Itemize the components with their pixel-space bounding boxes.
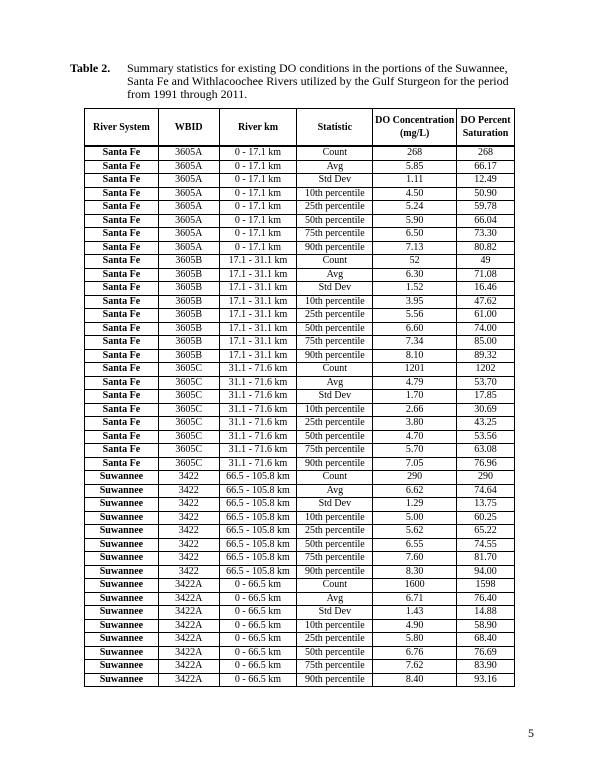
do-saturation-cell: 268	[457, 146, 515, 160]
river-km-cell: 0 - 17.1 km	[219, 187, 297, 201]
do-concentration-cell: 7.05	[373, 457, 457, 471]
statistic-cell: Avg	[297, 484, 373, 498]
do-concentration-cell: 5.00	[373, 511, 457, 525]
river-km-cell: 0 - 66.5 km	[219, 592, 297, 606]
wbid-cell: 3605B	[158, 255, 219, 269]
table-row	[85, 606, 515, 620]
river-km-cell: 0 - 17.1 km	[219, 201, 297, 215]
river-km-cell: 31.1 - 71.6 km	[219, 417, 297, 431]
river-system-cell: Suwannee	[85, 646, 159, 660]
river-km-cell: 0 - 17.1 km	[219, 160, 297, 174]
do-saturation-cell: 53.70	[457, 376, 515, 390]
table-row	[85, 390, 515, 404]
do-concentration-cell: 5.90	[373, 214, 457, 228]
do-saturation-cell: 47.62	[457, 295, 515, 309]
river-km-cell: 0 - 66.5 km	[219, 606, 297, 620]
do-concentration-cell: 6.50	[373, 228, 457, 242]
do-concentration-cell: 6.71	[373, 592, 457, 606]
wbid-cell: 3422	[158, 538, 219, 552]
statistic-cell: 25th percentile	[297, 417, 373, 431]
table-row	[85, 511, 515, 525]
river-system-cell: Suwannee	[85, 619, 159, 633]
do-concentration-cell: 2.66	[373, 403, 457, 417]
river-system-cell: Suwannee	[85, 592, 159, 606]
river-km-cell: 17.1 - 31.1 km	[219, 295, 297, 309]
do-concentration-cell: 5.56	[373, 309, 457, 323]
statistic-cell: Count	[297, 146, 373, 160]
statistic-cell: 25th percentile	[297, 201, 373, 215]
header-river-km: River km	[219, 109, 297, 147]
do-saturation-cell: 59.78	[457, 201, 515, 215]
do-saturation-cell: 61.00	[457, 309, 515, 323]
river-system-cell: Suwannee	[85, 673, 159, 687]
statistic-cell: Std Dev	[297, 174, 373, 188]
river-km-cell: 0 - 17.1 km	[219, 228, 297, 242]
statistic-cell: Avg	[297, 592, 373, 606]
table-row	[85, 309, 515, 323]
wbid-cell: 3605A	[158, 146, 219, 160]
do-concentration-cell: 268	[373, 146, 457, 160]
do-saturation-cell: 83.90	[457, 660, 515, 674]
river-system-cell: Santa Fe	[85, 390, 159, 404]
do-concentration-cell: 5.70	[373, 444, 457, 458]
wbid-cell: 3422	[158, 565, 219, 579]
river-km-cell: 66.5 - 105.8 km	[219, 471, 297, 485]
table-row	[85, 552, 515, 566]
do-concentration-cell: 7.62	[373, 660, 457, 674]
wbid-cell: 3605B	[158, 349, 219, 363]
river-system-cell: Santa Fe	[85, 255, 159, 269]
table-row	[85, 295, 515, 309]
do-saturation-cell: 1202	[457, 363, 515, 377]
table-row	[85, 444, 515, 458]
river-system-cell: Suwannee	[85, 660, 159, 674]
river-system-cell: Santa Fe	[85, 403, 159, 417]
river-system-cell: Santa Fe	[85, 417, 159, 431]
wbid-cell: 3422	[158, 511, 219, 525]
do-saturation-cell: 58.90	[457, 619, 515, 633]
table-row	[85, 363, 515, 377]
river-km-cell: 31.1 - 71.6 km	[219, 363, 297, 377]
do-concentration-cell: 5.85	[373, 160, 457, 174]
do-saturation-cell: 60.25	[457, 511, 515, 525]
table-row	[85, 417, 515, 431]
do-saturation-cell: 85.00	[457, 336, 515, 350]
table-row	[85, 255, 515, 269]
wbid-cell: 3605C	[158, 363, 219, 377]
river-system-cell: Santa Fe	[85, 241, 159, 255]
do-saturation-cell: 71.08	[457, 268, 515, 282]
wbid-cell: 3605C	[158, 390, 219, 404]
do-saturation-cell: 30.69	[457, 403, 515, 417]
river-km-cell: 17.1 - 31.1 km	[219, 268, 297, 282]
do-saturation-cell: 74.55	[457, 538, 515, 552]
do-saturation-cell: 66.04	[457, 214, 515, 228]
do-saturation-cell: 89.32	[457, 349, 515, 363]
river-km-cell: 0 - 66.5 km	[219, 673, 297, 687]
river-system-cell: Santa Fe	[85, 444, 159, 458]
river-km-cell: 17.1 - 31.1 km	[219, 255, 297, 269]
table-row	[85, 228, 515, 242]
river-km-cell: 0 - 66.5 km	[219, 579, 297, 593]
statistic-cell: Std Dev	[297, 390, 373, 404]
do-concentration-cell: 3.80	[373, 417, 457, 431]
statistic-cell: 75th percentile	[297, 444, 373, 458]
wbid-cell: 3422A	[158, 619, 219, 633]
header-do-percent-saturation: DO Percent Saturation	[457, 109, 515, 147]
do-saturation-cell: 50.90	[457, 187, 515, 201]
statistic-cell: 90th percentile	[297, 565, 373, 579]
table-row	[85, 146, 515, 160]
wbid-cell: 3422A	[158, 633, 219, 647]
river-system-cell: Santa Fe	[85, 336, 159, 350]
river-system-cell: Santa Fe	[85, 309, 159, 323]
wbid-cell: 3605C	[158, 376, 219, 390]
table-row	[85, 457, 515, 471]
wbid-cell: 3605B	[158, 309, 219, 323]
river-system-cell: Suwannee	[85, 538, 159, 552]
river-system-cell: Suwannee	[85, 606, 159, 620]
do-saturation-cell: 74.00	[457, 322, 515, 336]
statistic-cell: 75th percentile	[297, 552, 373, 566]
river-km-cell: 66.5 - 105.8 km	[219, 484, 297, 498]
river-system-cell: Santa Fe	[85, 430, 159, 444]
do-saturation-cell: 17.85	[457, 390, 515, 404]
statistic-cell: 75th percentile	[297, 228, 373, 242]
table-row	[85, 160, 515, 174]
wbid-cell: 3605A	[158, 241, 219, 255]
statistic-cell: 50th percentile	[297, 646, 373, 660]
wbid-cell: 3605B	[158, 268, 219, 282]
do-saturation-cell: 43.25	[457, 417, 515, 431]
river-km-cell: 31.1 - 71.6 km	[219, 457, 297, 471]
do-saturation-cell: 13.75	[457, 498, 515, 512]
table-row	[85, 282, 515, 296]
wbid-cell: 3422A	[158, 592, 219, 606]
table-header	[85, 109, 515, 147]
do-concentration-cell: 1.11	[373, 174, 457, 188]
statistic-cell: 90th percentile	[297, 673, 373, 687]
river-km-cell: 31.1 - 71.6 km	[219, 444, 297, 458]
wbid-cell: 3605C	[158, 417, 219, 431]
statistic-cell: Count	[297, 255, 373, 269]
table-row	[85, 619, 515, 633]
table-row	[85, 498, 515, 512]
river-km-cell: 17.1 - 31.1 km	[219, 309, 297, 323]
wbid-cell: 3605C	[158, 430, 219, 444]
do-concentration-cell: 1600	[373, 579, 457, 593]
do-concentration-cell: 6.30	[373, 268, 457, 282]
wbid-cell: 3422	[158, 484, 219, 498]
do-concentration-cell: 8.30	[373, 565, 457, 579]
statistic-cell: 50th percentile	[297, 214, 373, 228]
do-concentration-cell: 1201	[373, 363, 457, 377]
wbid-cell: 3422A	[158, 660, 219, 674]
table-row	[85, 646, 515, 660]
statistic-cell: 10th percentile	[297, 295, 373, 309]
do-saturation-cell: 68.40	[457, 633, 515, 647]
do-saturation-cell: 53.56	[457, 430, 515, 444]
wbid-cell: 3605C	[158, 457, 219, 471]
wbid-cell: 3605C	[158, 444, 219, 458]
river-km-cell: 66.5 - 105.8 km	[219, 565, 297, 579]
statistic-cell: 75th percentile	[297, 336, 373, 350]
wbid-cell: 3422	[158, 525, 219, 539]
river-km-cell: 31.1 - 71.6 km	[219, 376, 297, 390]
statistic-cell: 25th percentile	[297, 525, 373, 539]
river-km-cell: 17.1 - 31.1 km	[219, 322, 297, 336]
river-km-cell: 17.1 - 31.1 km	[219, 349, 297, 363]
river-km-cell: 31.1 - 71.6 km	[219, 403, 297, 417]
river-system-cell: Suwannee	[85, 484, 159, 498]
statistic-cell: Std Dev	[297, 606, 373, 620]
table-caption-text: Summary statistics for existing DO conditions in the portions of the Suwannee, Santa Fe and Withlacoochee Rivers utilized by the Gulf Sturgeon for the period from 1991 through 2011.	[127, 61, 509, 101]
table-row	[85, 565, 515, 579]
statistic-cell: Avg	[297, 376, 373, 390]
river-system-cell: Suwannee	[85, 565, 159, 579]
table-row	[85, 430, 515, 444]
river-km-cell: 0 - 17.1 km	[219, 214, 297, 228]
do-saturation-cell: 76.96	[457, 457, 515, 471]
do-concentration-cell: 1.29	[373, 498, 457, 512]
do-concentration-cell: 8.40	[373, 673, 457, 687]
wbid-cell: 3605A	[158, 201, 219, 215]
river-system-cell: Santa Fe	[85, 228, 159, 242]
river-system-cell: Santa Fe	[85, 282, 159, 296]
river-system-cell: Santa Fe	[85, 295, 159, 309]
river-km-cell: 66.5 - 105.8 km	[219, 498, 297, 512]
do-concentration-cell: 6.55	[373, 538, 457, 552]
river-system-cell: Santa Fe	[85, 268, 159, 282]
do-concentration-cell: 6.62	[373, 484, 457, 498]
do-concentration-cell: 6.76	[373, 646, 457, 660]
wbid-cell: 3422	[158, 552, 219, 566]
wbid-cell: 3422A	[158, 579, 219, 593]
table-row	[85, 336, 515, 350]
do-saturation-cell: 16.46	[457, 282, 515, 296]
do-concentration-cell: 7.34	[373, 336, 457, 350]
do-concentration-cell: 4.90	[373, 619, 457, 633]
do-saturation-cell: 65.22	[457, 525, 515, 539]
statistic-cell: 90th percentile	[297, 349, 373, 363]
river-system-cell: Santa Fe	[85, 376, 159, 390]
statistic-cell: 50th percentile	[297, 538, 373, 552]
wbid-cell: 3605C	[158, 403, 219, 417]
river-km-cell: 31.1 - 71.6 km	[219, 430, 297, 444]
statistic-cell: 90th percentile	[297, 457, 373, 471]
river-km-cell: 17.1 - 31.1 km	[219, 336, 297, 350]
table-row	[85, 322, 515, 336]
table-row	[85, 673, 515, 687]
statistic-cell: 50th percentile	[297, 430, 373, 444]
do-saturation-cell: 93.16	[457, 673, 515, 687]
do-concentration-cell: 5.24	[373, 201, 457, 215]
river-system-cell: Santa Fe	[85, 349, 159, 363]
do-saturation-cell: 80.82	[457, 241, 515, 255]
river-system-cell: Santa Fe	[85, 214, 159, 228]
do-concentration-cell: 5.62	[373, 525, 457, 539]
river-system-cell: Santa Fe	[85, 363, 159, 377]
table-row	[85, 187, 515, 201]
wbid-cell: 3422	[158, 471, 219, 485]
table-row	[85, 471, 515, 485]
river-km-cell: 0 - 66.5 km	[219, 633, 297, 647]
table-row	[85, 538, 515, 552]
do-concentration-cell: 5.80	[373, 633, 457, 647]
table-row	[85, 633, 515, 647]
river-system-cell: Santa Fe	[85, 322, 159, 336]
river-km-cell: 66.5 - 105.8 km	[219, 525, 297, 539]
statistic-cell: 50th percentile	[297, 322, 373, 336]
river-km-cell: 0 - 17.1 km	[219, 146, 297, 160]
do-concentration-cell: 52	[373, 255, 457, 269]
wbid-cell: 3605B	[158, 322, 219, 336]
river-km-cell: 0 - 17.1 km	[219, 241, 297, 255]
do-saturation-cell: 63.08	[457, 444, 515, 458]
do-concentration-cell: 4.50	[373, 187, 457, 201]
wbid-cell: 3605A	[158, 214, 219, 228]
table-row	[85, 174, 515, 188]
wbid-cell: 3605A	[158, 228, 219, 242]
table-row	[85, 592, 515, 606]
page-number: 5	[528, 726, 534, 740]
statistic-cell: 10th percentile	[297, 511, 373, 525]
table-row	[85, 376, 515, 390]
do-concentration-cell: 4.79	[373, 376, 457, 390]
river-km-cell: 17.1 - 31.1 km	[219, 282, 297, 296]
statistic-cell: Std Dev	[297, 498, 373, 512]
do-saturation-cell: 76.40	[457, 592, 515, 606]
do-saturation-cell: 76.69	[457, 646, 515, 660]
river-system-cell: Santa Fe	[85, 457, 159, 471]
summary-statistics-table	[84, 108, 515, 687]
statistic-cell: Count	[297, 471, 373, 485]
do-saturation-cell: 74.64	[457, 484, 515, 498]
river-km-cell: 66.5 - 105.8 km	[219, 538, 297, 552]
river-km-cell: 66.5 - 105.8 km	[219, 552, 297, 566]
do-concentration-cell: 7.13	[373, 241, 457, 255]
river-km-cell: 0 - 66.5 km	[219, 660, 297, 674]
river-km-cell: 31.1 - 71.6 km	[219, 390, 297, 404]
river-system-cell: Suwannee	[85, 525, 159, 539]
do-saturation-cell: 12.49	[457, 174, 515, 188]
statistic-cell: Std Dev	[297, 282, 373, 296]
river-system-cell: Suwannee	[85, 498, 159, 512]
river-system-cell: Santa Fe	[85, 160, 159, 174]
header-river-system: River System	[85, 109, 159, 147]
wbid-cell: 3605A	[158, 187, 219, 201]
table-row	[85, 241, 515, 255]
statistic-cell: Avg	[297, 268, 373, 282]
river-system-cell: Santa Fe	[85, 187, 159, 201]
river-system-cell: Suwannee	[85, 633, 159, 647]
table-row	[85, 403, 515, 417]
river-km-cell: 0 - 66.5 km	[219, 619, 297, 633]
do-concentration-cell: 8.10	[373, 349, 457, 363]
table-row	[85, 349, 515, 363]
wbid-cell: 3605A	[158, 160, 219, 174]
table-row	[85, 484, 515, 498]
statistic-cell: Count	[297, 363, 373, 377]
wbid-cell: 3422A	[158, 673, 219, 687]
do-saturation-cell: 94.00	[457, 565, 515, 579]
statistic-cell: 25th percentile	[297, 633, 373, 647]
river-km-cell: 0 - 66.5 km	[219, 646, 297, 660]
river-system-cell: Suwannee	[85, 471, 159, 485]
do-concentration-cell: 3.95	[373, 295, 457, 309]
table-row	[85, 201, 515, 215]
statistic-cell: 75th percentile	[297, 660, 373, 674]
wbid-cell: 3605B	[158, 336, 219, 350]
river-system-cell: Suwannee	[85, 552, 159, 566]
river-system-cell: Suwannee	[85, 579, 159, 593]
do-saturation-cell: 1598	[457, 579, 515, 593]
table-body	[85, 146, 515, 687]
do-saturation-cell: 66.17	[457, 160, 515, 174]
statistic-cell: Avg	[297, 160, 373, 174]
header-do-concentration: DO Concentration (mg/L)	[373, 109, 457, 147]
do-concentration-cell: 1.43	[373, 606, 457, 620]
do-saturation-cell: 14.88	[457, 606, 515, 620]
do-concentration-cell: 1.70	[373, 390, 457, 404]
wbid-cell: 3422	[158, 498, 219, 512]
statistic-cell: 10th percentile	[297, 619, 373, 633]
river-km-cell: 0 - 17.1 km	[219, 174, 297, 188]
do-saturation-cell: 73.30	[457, 228, 515, 242]
statistic-cell: 10th percentile	[297, 187, 373, 201]
do-concentration-cell: 290	[373, 471, 457, 485]
table-row	[85, 214, 515, 228]
table-row	[85, 579, 515, 593]
header-wbid: WBID	[158, 109, 219, 147]
river-km-cell: 66.5 - 105.8 km	[219, 511, 297, 525]
table-row	[85, 268, 515, 282]
table-caption-label: Table 2.	[70, 61, 111, 75]
do-concentration-cell: 1.52	[373, 282, 457, 296]
statistic-cell: 25th percentile	[297, 309, 373, 323]
statistic-cell: 90th percentile	[297, 241, 373, 255]
river-system-cell: Santa Fe	[85, 174, 159, 188]
table-row	[85, 525, 515, 539]
header-row	[85, 109, 515, 147]
do-saturation-cell: 81.70	[457, 552, 515, 566]
do-saturation-cell: 49	[457, 255, 515, 269]
wbid-cell: 3605B	[158, 295, 219, 309]
header-statistic: Statistic	[297, 109, 373, 147]
do-concentration-cell: 6.60	[373, 322, 457, 336]
river-system-cell: Santa Fe	[85, 146, 159, 160]
wbid-cell: 3605B	[158, 282, 219, 296]
do-saturation-cell: 290	[457, 471, 515, 485]
wbid-cell: 3422A	[158, 606, 219, 620]
river-system-cell: Santa Fe	[85, 201, 159, 215]
river-system-cell: Suwannee	[85, 511, 159, 525]
statistic-cell: 10th percentile	[297, 403, 373, 417]
statistic-cell: Count	[297, 579, 373, 593]
do-concentration-cell: 4.70	[373, 430, 457, 444]
do-concentration-cell: 7.60	[373, 552, 457, 566]
wbid-cell: 3605A	[158, 174, 219, 188]
table-row	[85, 660, 515, 674]
wbid-cell: 3422A	[158, 646, 219, 660]
